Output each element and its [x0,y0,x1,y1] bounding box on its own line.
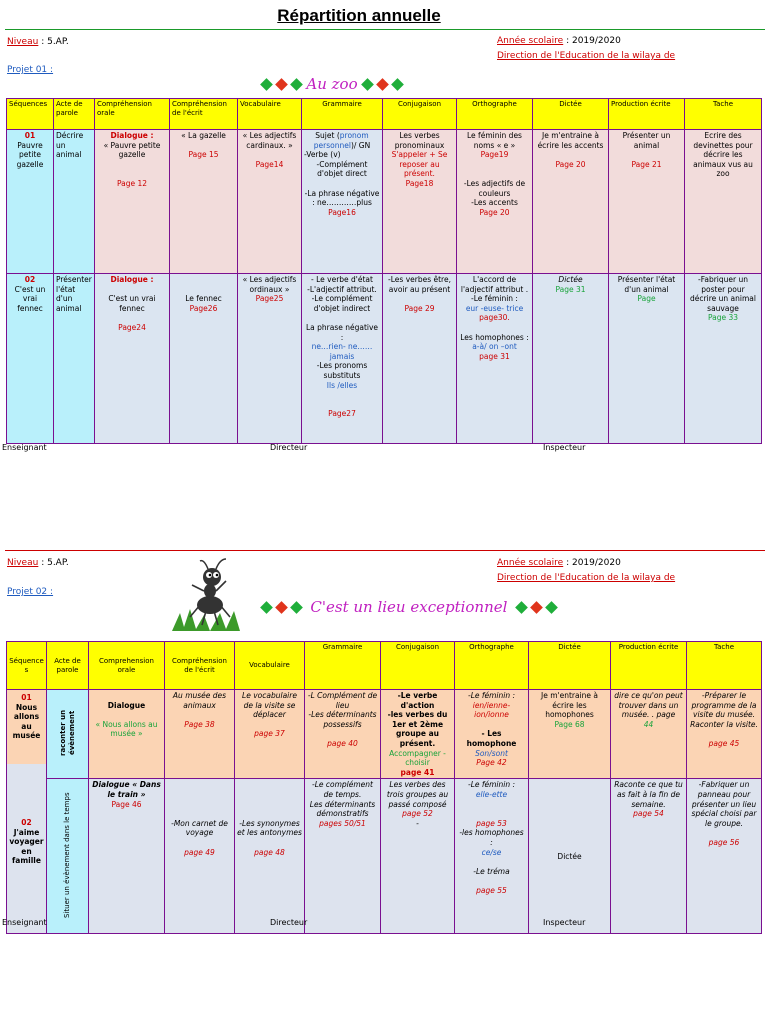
tache-cell: -Préparer le programme de la visite du musée. Raconter la visite. page 45 [687,690,762,779]
projet-1-label: Projet 01 : [7,65,54,75]
diamond-icon [290,601,303,614]
header-sequences: Séquences [7,642,47,690]
header-orthographe: Orthographe [457,99,533,130]
header-dictee: Dictée [529,642,611,690]
projet-2-label: Projet 02 : [7,587,54,597]
diamond-icon [530,601,543,614]
table-row [7,130,762,274]
header-tache: Tache [687,642,762,690]
projet-2-table [6,641,762,934]
ce-cell: « La gazelle Page 15 [170,130,238,274]
table-row [7,274,762,444]
co-cell: Dialogue « Nous allons au musée » [89,690,165,779]
co-cell: Dialogue : C'est un vrai fennec Page24 [95,274,170,444]
ce-cell: Au musée des animaux Page 38 [165,690,235,779]
annee-line: Année scolaire : 2019/2020 [497,36,621,46]
dictee-cell: Dictée [529,779,611,934]
dictee-cell: Je m'entraine à écrire les homophones Page 68 [529,690,611,779]
projet-2-title: C'est un lieu exceptionnel [259,598,559,616]
header-acte: Acte de parole [54,99,95,130]
tache-cell: -Fabriquer un poster pour décrire un animal sauvage Page 33 [685,274,762,444]
header-co: Comprehension orale [89,642,165,690]
signature-directeur: Directeur [270,918,308,927]
signature-enseignant: Enseignant [2,918,47,927]
orthographe-cell: L'accord de l'adjectif attribut . -Le féminin : eur -euse- trice page30. Les homophones : a-à/ on –ont page 31 [457,274,533,444]
top-rule [5,550,765,551]
header-grammaire: Grammaire [305,642,381,690]
signature-enseignant: Enseignant [2,443,47,452]
orthographe-cell: -Le féminin : elle-ette page 53 -les homophones : ce/se -Le tréma page 55 [455,779,529,934]
dictee-cell: Dictée Page 31 [533,274,609,444]
header-conjugaison: Conjugaison [383,99,457,130]
acte-cell: Situer un évènement dans le temps [47,779,89,934]
projet-1-table [6,98,762,444]
ce-cell: -Mon carnet de voyage page 49 [165,779,235,934]
diamond-icon [376,78,389,91]
direction-line: Direction de l'Education de la wilaya de [497,51,676,61]
orthographe-cell: -Le féminin : ien/ienne- ion/ionne - Les homophone Son/sont Page 42 [455,690,529,779]
voc-cell: « Les adjectifs cardinaux. » Page14 [238,130,302,274]
sequence-cell: 02 C'est un vrai fennec [7,274,54,444]
sequence-cell: 01 Nous allons au musée 02 J'aime voyager en famille [7,690,47,934]
grammaire-cell: - Le verbe d'état -L'adjectif attribut. -Le complément d'objet indirect La phrase négative : ne…rien- ne…… jamais -Les pronoms substituts Ils /elles Page27 [302,274,383,444]
production-cell: dire ce qu'on peut trouver dans un musée. . page 44 [611,690,687,779]
ant-icon [170,555,250,635]
tache-cell: -Fabriquer un panneau pour présenter un lieu spécial choisi par le groupe. page 56 [687,779,762,934]
header-ce: Compréhension de l'écrit [165,642,235,690]
conjugaison-cell: -Les verbes être, avoir au présent Page 29 [383,274,457,444]
annee-line: Année scolaire : 2019/2020 [497,558,621,568]
production-cell: Présenter l'état d'un animal Page [609,274,685,444]
diamond-icon [391,78,404,91]
conjugaison-cell: Les verbes pronominaux S'appeler + Se reposer au présent. Page18 [383,130,457,274]
header-grammaire: Grammaire [302,99,383,130]
production-cell: Raconte ce que tu as fait à la fin de semaine. page 54 [611,779,687,934]
diamond-icon [361,78,374,91]
diamond-icon [290,78,303,91]
conjugaison-cell: -Le verbe d'action -les verbes du 1er et 2ème groupe au présent. Accompagner - choisir page 41 [381,690,455,779]
tache-cell: Ecrire des devinettes pour décrire les animaux vus au zoo [685,130,762,274]
voc-cell: Le vocabulaire de la visite se déplacer page 37 [235,690,305,779]
diamond-icon [260,601,273,614]
orthographe-cell: Le féminin des noms « e » Page19 -Les adjectifs de couleurs -Les accents Page 20 [457,130,533,274]
header-tache: Tache [685,99,762,130]
diamond-icon [260,78,273,91]
signature-directeur: Directeur [270,443,308,452]
header-dictee: Dictée [533,99,609,130]
sequence-cell: 01 Pauvre petite gazelle [7,130,54,274]
projet-1-title: Au zoo [259,75,405,93]
header-vocabulaire: Vocabulaire [235,642,305,690]
signature-inspecteur: Inspecteur [543,443,586,452]
header-ce: Compréhension de l'écrit [170,99,238,130]
grammaire-cell: Sujet (pronom personnel)/ GN -Verbe (v) -Complément d'objet direct -La phrase négative : ne…………plus Page16 [302,130,383,274]
table-row [7,690,762,779]
voc-cell: « Les adjectifs ordinaux » Page25 [238,274,302,444]
voc-cell: -Les synonymes et les antonymes page 48 [235,779,305,934]
dictee-cell: Je m'entraine à écrire les accents Page 20 [533,130,609,274]
header-production: Production écrite [611,642,687,690]
grammaire-cell: -Le complément de temps. Les déterminants démonstratifs pages 50/51 [305,779,381,934]
niveau-line: Niveau : 5.AP. [7,558,69,568]
diamond-icon [545,601,558,614]
header-sequences: Séquences [7,99,54,130]
header-orthographe: Orthographe [455,642,529,690]
acte-cell: raconter un évènement [47,690,89,779]
ce-cell: Le fennec Page26 [170,274,238,444]
niveau-line: Niveau : 5.AP. [7,37,69,47]
header-acte: Acte de parole [47,642,89,690]
header-production: Production écrite [609,99,685,130]
header-co: Compréhension orale [95,99,170,130]
direction-line: Direction de l'Education de la wilaya de [497,573,676,583]
signature-inspecteur: Inspecteur [543,918,586,927]
acte-cell: Décrire un animal [54,130,95,274]
co-cell: Dialogue : « Pauvre petite gazelle Page 12 [95,130,170,274]
header-vocabulaire: Vocabulaire [238,99,302,130]
production-cell: Présenter un animal Page 21 [609,130,685,274]
diamond-icon [275,601,288,614]
conjugaison-cell: Les verbes des trois groupes au passé composé page 52 - [381,779,455,934]
diamond-icon [515,601,528,614]
grammaire-cell: -L Complément de lieu -Les déterminants possessifs page 40 [305,690,381,779]
top-rule [5,29,765,30]
co-cell: Dialogue « Dans le train » Page 46 [89,779,165,934]
page-title: Répartition annuelle [277,6,441,25]
header-conjugaison: Conjugaison [381,642,455,690]
diamond-icon [275,78,288,91]
table-row [7,779,762,934]
acte-cell: Présenter l'état d'un animal [54,274,95,444]
